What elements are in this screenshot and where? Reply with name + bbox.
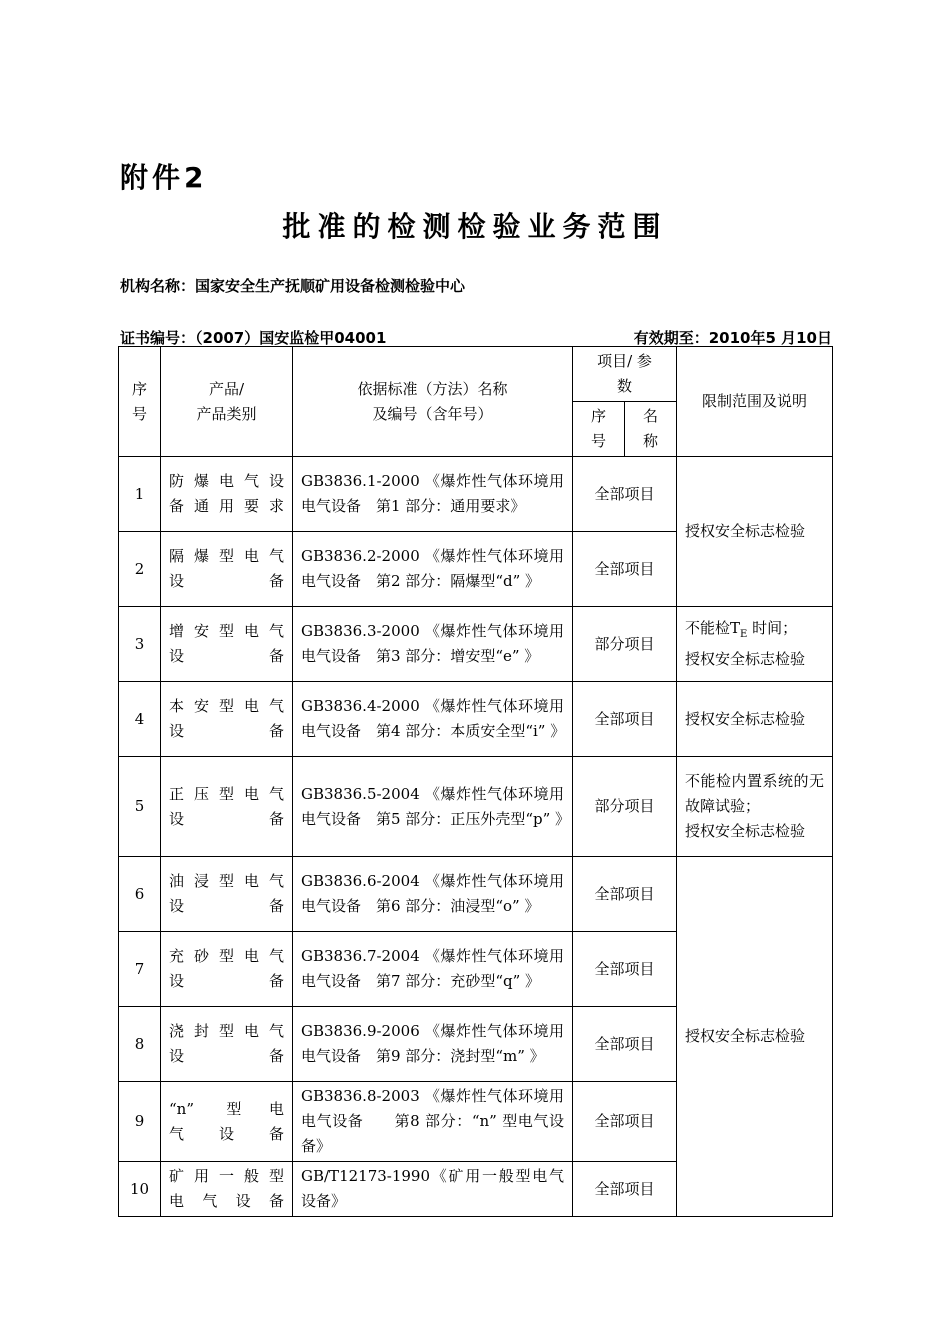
row-standard: GB3836.7-2004 《爆炸性气体环境用电气设备 第7 部分：充砂型“q” 》: [293, 932, 573, 1007]
organization-line: 机构名称：国家安全生产抚顺矿用设备检测检验中心: [120, 277, 466, 295]
limit-suffix: 时间； 授权安全标志检验: [685, 619, 806, 668]
row-items: 部分项目: [573, 607, 677, 682]
row-limit: 不能检内置系统的无故障试验； 授权安全标志检验: [677, 757, 833, 857]
row-seq: 3: [119, 607, 161, 682]
row-product: 防爆电气设 备通用要求: [161, 457, 293, 532]
row-limit: [677, 607, 833, 682]
table-header-row: [119, 347, 833, 402]
certificate-number: 证书编号：（2007）国安监检甲04001: [120, 329, 387, 347]
row-items: 全部项目: [573, 1082, 677, 1162]
row-items: 全部项目: [573, 1007, 677, 1082]
row-standard: GB3836.5-2004 《爆炸性气体环境用电气设备 第5 部分：正压外壳型“p” 》: [293, 757, 573, 857]
row-limit: 授权安全标志检验: [677, 457, 833, 607]
row-items: 全部项目: [573, 857, 677, 932]
header-standard: 依据标准（方法）名称 及编号（含年号）: [293, 347, 573, 457]
row-product: 充砂型电气 设备: [161, 932, 293, 1007]
row-standard: GB3836.1-2000 《爆炸性气体环境用电气设备 第1 部分：通用要求》: [293, 457, 573, 532]
scope-table: [118, 346, 833, 1217]
row-seq: 1: [119, 457, 161, 532]
row-standard: GB3836.6-2004 《爆炸性气体环境用电气设备 第6 部分：油浸型“o” 》: [293, 857, 573, 932]
row-product: 浇封型电气 设备: [161, 1007, 293, 1082]
row-seq: 8: [119, 1007, 161, 1082]
attachment-label: 附件2: [120, 161, 208, 194]
header-item-param: 项目/ 参 数: [573, 347, 677, 402]
row-seq: 9: [119, 1082, 161, 1162]
row-product: “n” 型电 气设备: [161, 1082, 293, 1162]
row-standard: GB3836.9-2006 《爆炸性气体环境用电气设备 第9 部分：浇封型“m” 》: [293, 1007, 573, 1082]
header-seq: 序号: [119, 347, 161, 457]
header-product: 产品/ 产品类别: [161, 347, 293, 457]
row-standard: GB3836.4-2000 《爆炸性气体环境用电气设备 第4 部分：本质安全型“i” 》: [293, 682, 573, 757]
row-seq: 5: [119, 757, 161, 857]
limit-subscript: E: [740, 629, 748, 640]
row-product: 正压型电气 设备: [161, 757, 293, 857]
table-row: [119, 757, 833, 857]
row-items: 全部项目: [573, 682, 677, 757]
row-seq: 6: [119, 857, 161, 932]
row-standard: GB3836.2-2000 《爆炸性气体环境用电气设备 第2 部分：隔爆型“d” 》: [293, 532, 573, 607]
row-product: 隔爆型电气 设备: [161, 532, 293, 607]
row-items: 全部项目: [573, 932, 677, 1007]
row-items: 全部项目: [573, 1162, 677, 1217]
table-row: [119, 457, 833, 532]
header-limit: 限制范围及说明: [677, 347, 833, 457]
table-row: [119, 682, 833, 757]
row-product: 本安型电气 设备: [161, 682, 293, 757]
limit-prefix: 不能检T: [685, 619, 741, 637]
row-items: 全部项目: [573, 532, 677, 607]
row-items: 全部项目: [573, 457, 677, 532]
row-seq: 7: [119, 932, 161, 1007]
row-items: 部分项目: [573, 757, 677, 857]
header-sub-seq: 序 号: [573, 402, 625, 457]
row-product: 增安型电气 设备: [161, 607, 293, 682]
row-limit: 授权安全标志检验: [677, 857, 833, 1217]
row-product: 矿用一般型 电气设备: [161, 1162, 293, 1217]
row-standard: GB3836.3-2000 《爆炸性气体环境用电气设备 第3 部分：增安型“e” 》: [293, 607, 573, 682]
row-seq: 4: [119, 682, 161, 757]
row-limit: 授权安全标志检验: [677, 682, 833, 757]
table-row: [119, 857, 833, 932]
valid-until: 有效期至：2010年5 月10日: [633, 329, 832, 347]
row-product: 油浸型电气 设备: [161, 857, 293, 932]
row-seq: 10: [119, 1162, 161, 1217]
table-row: [119, 607, 833, 682]
document-title: 批准的检测检验业务范围: [282, 210, 668, 243]
row-seq: 2: [119, 532, 161, 607]
header-sub-name: 名 称: [625, 402, 677, 457]
row-standard: GB/T12173-1990《矿用一般型电气设备》: [293, 1162, 573, 1217]
row-standard: GB3836.8-2003 《爆炸性气体环境用电气设备 第8 部分：“n” 型电气设备》: [293, 1082, 573, 1162]
